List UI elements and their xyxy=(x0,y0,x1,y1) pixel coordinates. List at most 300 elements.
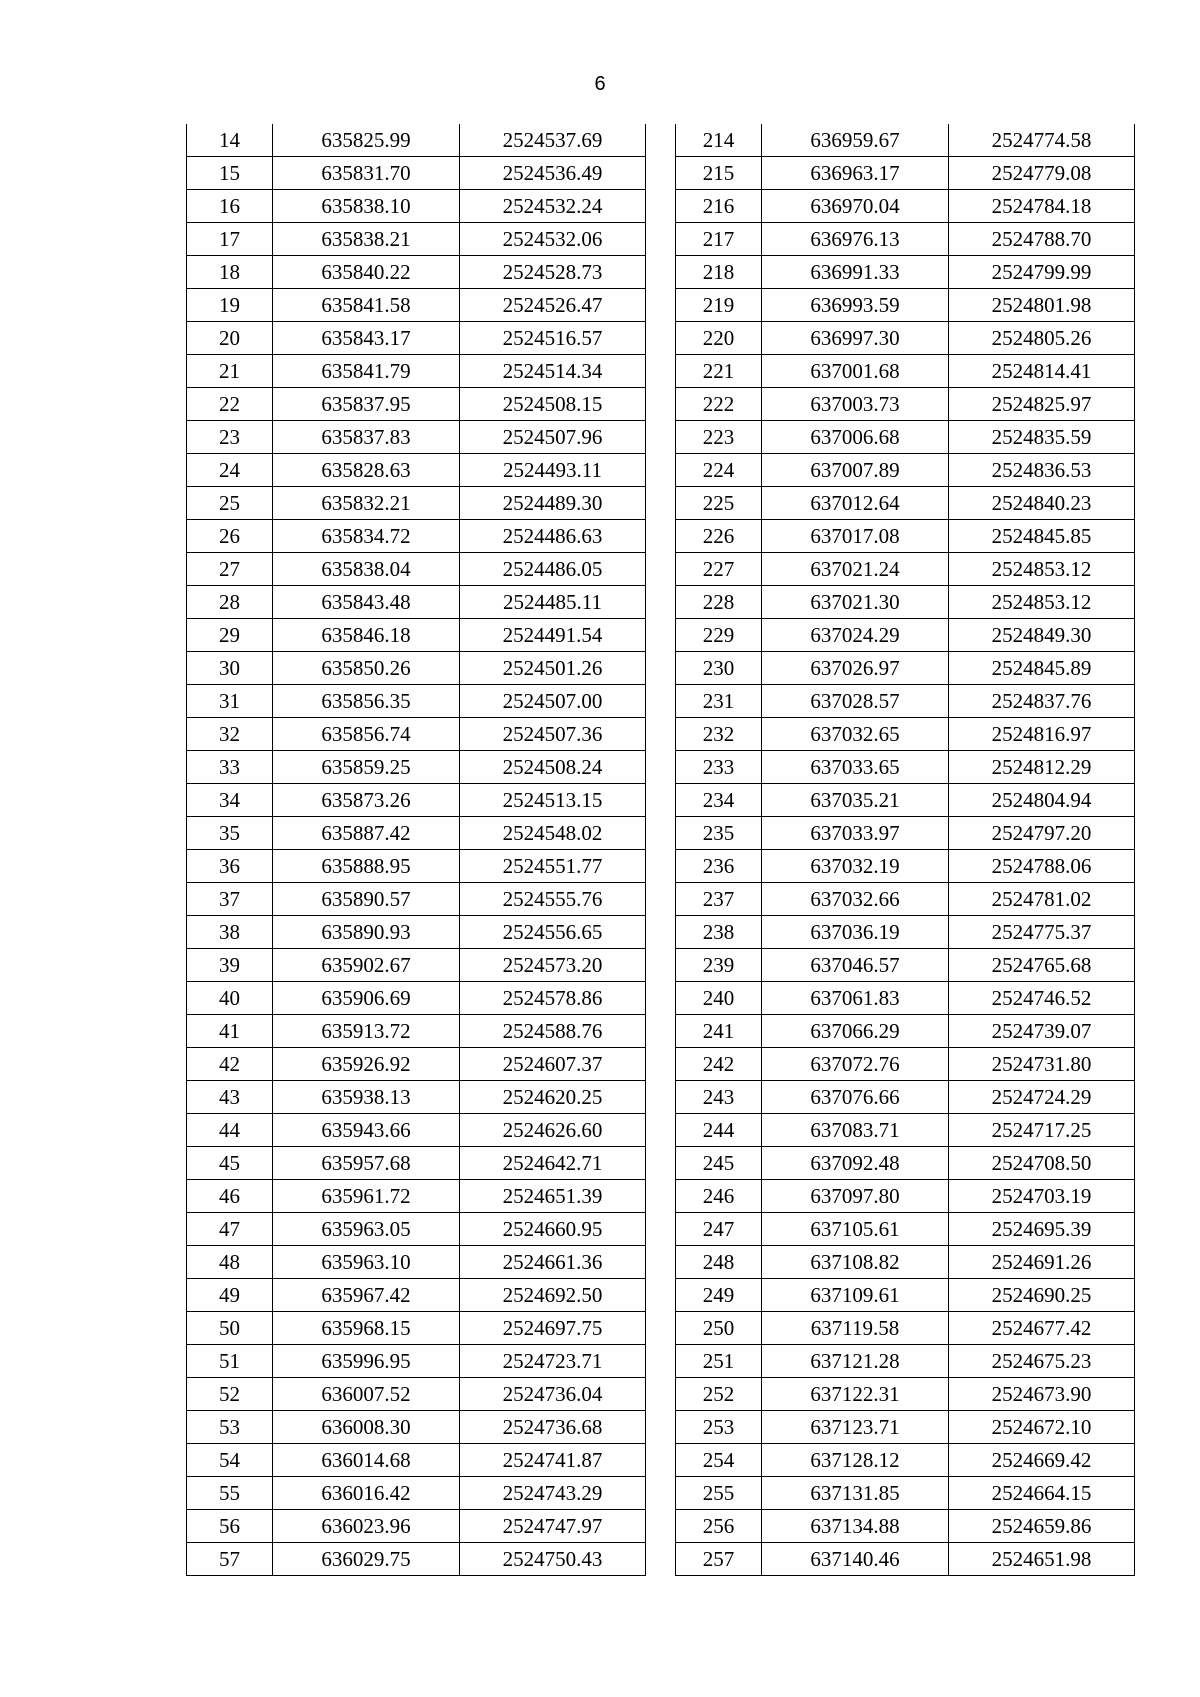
x-coordinate-cell: 636976.13 xyxy=(762,223,949,256)
point-number-cell: 43 xyxy=(187,1081,273,1114)
x-coordinate-cell: 635846.18 xyxy=(273,619,460,652)
point-number-cell: 245 xyxy=(676,1147,762,1180)
table-row xyxy=(676,982,1135,1015)
point-number-cell: 22 xyxy=(187,388,273,421)
table-row xyxy=(676,355,1135,388)
point-number-cell: 40 xyxy=(187,982,273,1015)
x-coordinate-cell: 637131.85 xyxy=(762,1477,949,1510)
x-coordinate-cell: 635843.48 xyxy=(273,586,460,619)
x-coordinate-cell: 637134.88 xyxy=(762,1510,949,1543)
x-coordinate-cell: 636959.67 xyxy=(762,124,949,157)
y-coordinate-cell: 2524743.29 xyxy=(460,1477,646,1510)
y-coordinate-cell: 2524853.12 xyxy=(949,553,1135,586)
table-row xyxy=(676,1378,1135,1411)
x-coordinate-cell: 635831.70 xyxy=(273,157,460,190)
x-coordinate-cell: 637123.71 xyxy=(762,1411,949,1444)
x-coordinate-cell: 635887.42 xyxy=(273,817,460,850)
x-coordinate-cell: 636023.96 xyxy=(273,1510,460,1543)
x-coordinate-cell: 635834.72 xyxy=(273,520,460,553)
x-coordinate-cell: 637108.82 xyxy=(762,1246,949,1279)
x-coordinate-cell: 637012.64 xyxy=(762,487,949,520)
x-coordinate-cell: 635838.21 xyxy=(273,223,460,256)
point-number-cell: 249 xyxy=(676,1279,762,1312)
y-coordinate-cell: 2524673.90 xyxy=(949,1378,1135,1411)
x-coordinate-cell: 635890.57 xyxy=(273,883,460,916)
x-coordinate-cell: 636007.52 xyxy=(273,1378,460,1411)
point-number-cell: 27 xyxy=(187,553,273,586)
x-coordinate-cell: 637072.76 xyxy=(762,1048,949,1081)
y-coordinate-cell: 2524774.58 xyxy=(949,124,1135,157)
y-coordinate-cell: 2524548.02 xyxy=(460,817,646,850)
y-coordinate-cell: 2524620.25 xyxy=(460,1081,646,1114)
table-row xyxy=(187,1543,646,1576)
table-row xyxy=(187,223,646,256)
y-coordinate-cell: 2524692.50 xyxy=(460,1279,646,1312)
table-row xyxy=(676,487,1135,520)
point-number-cell: 257 xyxy=(676,1543,762,1576)
y-coordinate-cell: 2524551.77 xyxy=(460,850,646,883)
x-coordinate-cell: 637122.31 xyxy=(762,1378,949,1411)
table-row xyxy=(187,619,646,652)
table-row xyxy=(676,1411,1135,1444)
table-row xyxy=(676,1312,1135,1345)
x-coordinate-cell: 637028.57 xyxy=(762,685,949,718)
point-number-cell: 221 xyxy=(676,355,762,388)
x-coordinate-cell: 636993.59 xyxy=(762,289,949,322)
y-coordinate-cell: 2524507.36 xyxy=(460,718,646,751)
y-coordinate-cell: 2524695.39 xyxy=(949,1213,1135,1246)
point-number-cell: 227 xyxy=(676,553,762,586)
x-coordinate-cell: 635926.92 xyxy=(273,1048,460,1081)
y-coordinate-cell: 2524691.26 xyxy=(949,1246,1135,1279)
y-coordinate-cell: 2524642.71 xyxy=(460,1147,646,1180)
table-row xyxy=(187,949,646,982)
x-coordinate-cell: 637001.68 xyxy=(762,355,949,388)
point-number-cell: 37 xyxy=(187,883,273,916)
table-row xyxy=(187,784,646,817)
y-coordinate-cell: 2524556.65 xyxy=(460,916,646,949)
point-number-cell: 230 xyxy=(676,652,762,685)
y-coordinate-cell: 2524708.50 xyxy=(949,1147,1135,1180)
table-row xyxy=(676,124,1135,157)
x-coordinate-cell: 635996.95 xyxy=(273,1345,460,1378)
table-row xyxy=(187,718,646,751)
table-row xyxy=(676,454,1135,487)
table-row xyxy=(187,1081,646,1114)
y-coordinate-cell: 2524799.99 xyxy=(949,256,1135,289)
y-coordinate-cell: 2524626.60 xyxy=(460,1114,646,1147)
coordinate-table-left xyxy=(186,124,646,1576)
point-number-cell: 26 xyxy=(187,520,273,553)
point-number-cell: 233 xyxy=(676,751,762,784)
y-coordinate-cell: 2524508.24 xyxy=(460,751,646,784)
x-coordinate-cell: 636008.30 xyxy=(273,1411,460,1444)
point-number-cell: 52 xyxy=(187,1378,273,1411)
y-coordinate-cell: 2524853.12 xyxy=(949,586,1135,619)
point-number-cell: 18 xyxy=(187,256,273,289)
x-coordinate-cell: 637036.19 xyxy=(762,916,949,949)
table-row xyxy=(187,817,646,850)
table-row xyxy=(676,1213,1135,1246)
point-number-cell: 45 xyxy=(187,1147,273,1180)
table-row xyxy=(187,256,646,289)
y-coordinate-cell: 2524485.11 xyxy=(460,586,646,619)
point-number-cell: 256 xyxy=(676,1510,762,1543)
point-number-cell: 247 xyxy=(676,1213,762,1246)
table-row xyxy=(676,1345,1135,1378)
table-row xyxy=(187,883,646,916)
table-row xyxy=(187,322,646,355)
table-row xyxy=(187,1147,646,1180)
x-coordinate-cell: 637033.65 xyxy=(762,751,949,784)
table-row xyxy=(676,421,1135,454)
table-row xyxy=(187,1510,646,1543)
table-row xyxy=(187,1312,646,1345)
table-row xyxy=(676,586,1135,619)
y-coordinate-cell: 2524491.54 xyxy=(460,619,646,652)
point-number-cell: 220 xyxy=(676,322,762,355)
x-coordinate-cell: 637035.21 xyxy=(762,784,949,817)
table-row xyxy=(187,124,646,157)
y-coordinate-cell: 2524528.73 xyxy=(460,256,646,289)
y-coordinate-cell: 2524690.25 xyxy=(949,1279,1135,1312)
table-row xyxy=(676,784,1135,817)
x-coordinate-cell: 635850.26 xyxy=(273,652,460,685)
x-coordinate-cell: 637128.12 xyxy=(762,1444,949,1477)
x-coordinate-cell: 635913.72 xyxy=(273,1015,460,1048)
y-coordinate-cell: 2524765.68 xyxy=(949,949,1135,982)
x-coordinate-cell: 635968.15 xyxy=(273,1312,460,1345)
point-number-cell: 238 xyxy=(676,916,762,949)
y-coordinate-cell: 2524672.10 xyxy=(949,1411,1135,1444)
table-row xyxy=(187,1411,646,1444)
y-coordinate-cell: 2524675.23 xyxy=(949,1345,1135,1378)
x-coordinate-cell: 637076.66 xyxy=(762,1081,949,1114)
table-row xyxy=(676,1477,1135,1510)
table-row xyxy=(676,1246,1135,1279)
table-row xyxy=(187,982,646,1015)
x-coordinate-cell: 635843.17 xyxy=(273,322,460,355)
table-row xyxy=(676,1147,1135,1180)
table-row xyxy=(187,157,646,190)
table-row xyxy=(676,322,1135,355)
y-coordinate-cell: 2524812.29 xyxy=(949,751,1135,784)
table-row xyxy=(187,916,646,949)
table-row xyxy=(676,949,1135,982)
x-coordinate-cell: 635838.04 xyxy=(273,553,460,586)
point-number-cell: 215 xyxy=(676,157,762,190)
x-coordinate-cell: 637105.61 xyxy=(762,1213,949,1246)
point-number-cell: 47 xyxy=(187,1213,273,1246)
x-coordinate-cell: 637017.08 xyxy=(762,520,949,553)
table-row xyxy=(187,1246,646,1279)
y-coordinate-cell: 2524555.76 xyxy=(460,883,646,916)
x-coordinate-cell: 635841.79 xyxy=(273,355,460,388)
y-coordinate-cell: 2524507.96 xyxy=(460,421,646,454)
y-coordinate-cell: 2524779.08 xyxy=(949,157,1135,190)
table-row xyxy=(187,586,646,619)
point-number-cell: 229 xyxy=(676,619,762,652)
x-coordinate-cell: 636029.75 xyxy=(273,1543,460,1576)
y-coordinate-cell: 2524532.24 xyxy=(460,190,646,223)
point-number-cell: 48 xyxy=(187,1246,273,1279)
x-coordinate-cell: 637092.48 xyxy=(762,1147,949,1180)
table-row xyxy=(676,1114,1135,1147)
x-coordinate-cell: 635841.58 xyxy=(273,289,460,322)
x-coordinate-cell: 637109.61 xyxy=(762,1279,949,1312)
y-coordinate-cell: 2524516.57 xyxy=(460,322,646,355)
y-coordinate-cell: 2524775.37 xyxy=(949,916,1135,949)
point-number-cell: 232 xyxy=(676,718,762,751)
point-number-cell: 254 xyxy=(676,1444,762,1477)
x-coordinate-cell: 637032.65 xyxy=(762,718,949,751)
y-coordinate-cell: 2524486.05 xyxy=(460,553,646,586)
y-coordinate-cell: 2524816.97 xyxy=(949,718,1135,751)
x-coordinate-cell: 635967.42 xyxy=(273,1279,460,1312)
y-coordinate-cell: 2524537.69 xyxy=(460,124,646,157)
x-coordinate-cell: 635856.35 xyxy=(273,685,460,718)
x-coordinate-cell: 637033.97 xyxy=(762,817,949,850)
x-coordinate-cell: 636991.33 xyxy=(762,256,949,289)
y-coordinate-cell: 2524661.36 xyxy=(460,1246,646,1279)
y-coordinate-cell: 2524784.18 xyxy=(949,190,1135,223)
table-row xyxy=(187,652,646,685)
point-number-cell: 19 xyxy=(187,289,273,322)
y-coordinate-cell: 2524840.23 xyxy=(949,487,1135,520)
table-row xyxy=(676,1543,1135,1576)
x-coordinate-cell: 635938.13 xyxy=(273,1081,460,1114)
x-coordinate-cell: 635961.72 xyxy=(273,1180,460,1213)
table-row xyxy=(676,157,1135,190)
point-number-cell: 51 xyxy=(187,1345,273,1378)
x-coordinate-cell: 637121.28 xyxy=(762,1345,949,1378)
y-coordinate-cell: 2524788.70 xyxy=(949,223,1135,256)
table-row xyxy=(187,289,646,322)
x-coordinate-cell: 636997.30 xyxy=(762,322,949,355)
y-coordinate-cell: 2524750.43 xyxy=(460,1543,646,1576)
x-coordinate-cell: 637024.29 xyxy=(762,619,949,652)
point-number-cell: 38 xyxy=(187,916,273,949)
table-row xyxy=(676,256,1135,289)
point-number-cell: 244 xyxy=(676,1114,762,1147)
table-row xyxy=(676,850,1135,883)
y-coordinate-cell: 2524781.02 xyxy=(949,883,1135,916)
x-coordinate-cell: 635873.26 xyxy=(273,784,460,817)
y-coordinate-cell: 2524746.52 xyxy=(949,982,1135,1015)
table-row xyxy=(676,652,1135,685)
point-number-cell: 237 xyxy=(676,883,762,916)
point-number-cell: 56 xyxy=(187,1510,273,1543)
x-coordinate-cell: 635963.05 xyxy=(273,1213,460,1246)
y-coordinate-cell: 2524739.07 xyxy=(949,1015,1135,1048)
table-row xyxy=(676,190,1135,223)
table-row xyxy=(187,1213,646,1246)
point-number-cell: 236 xyxy=(676,850,762,883)
y-coordinate-cell: 2524835.59 xyxy=(949,421,1135,454)
x-coordinate-cell: 637119.58 xyxy=(762,1312,949,1345)
table-row xyxy=(676,520,1135,553)
point-number-cell: 41 xyxy=(187,1015,273,1048)
x-coordinate-cell: 637083.71 xyxy=(762,1114,949,1147)
y-coordinate-cell: 2524573.20 xyxy=(460,949,646,982)
table-row xyxy=(187,1477,646,1510)
table-row xyxy=(676,1180,1135,1213)
x-coordinate-cell: 635856.74 xyxy=(273,718,460,751)
y-coordinate-cell: 2524651.39 xyxy=(460,1180,646,1213)
point-number-cell: 42 xyxy=(187,1048,273,1081)
table-row xyxy=(187,1345,646,1378)
x-coordinate-cell: 635943.66 xyxy=(273,1114,460,1147)
x-coordinate-cell: 636016.42 xyxy=(273,1477,460,1510)
x-coordinate-cell: 635837.95 xyxy=(273,388,460,421)
point-number-cell: 240 xyxy=(676,982,762,1015)
table-row xyxy=(187,1444,646,1477)
table-row xyxy=(187,1015,646,1048)
y-coordinate-cell: 2524677.42 xyxy=(949,1312,1135,1345)
x-coordinate-cell: 637006.68 xyxy=(762,421,949,454)
y-coordinate-cell: 2524651.98 xyxy=(949,1543,1135,1576)
table-row xyxy=(676,619,1135,652)
x-coordinate-cell: 635902.67 xyxy=(273,949,460,982)
x-coordinate-cell: 635840.22 xyxy=(273,256,460,289)
x-coordinate-cell: 637032.19 xyxy=(762,850,949,883)
y-coordinate-cell: 2524508.15 xyxy=(460,388,646,421)
y-coordinate-cell: 2524507.00 xyxy=(460,685,646,718)
y-coordinate-cell: 2524532.06 xyxy=(460,223,646,256)
point-number-cell: 14 xyxy=(187,124,273,157)
y-coordinate-cell: 2524578.86 xyxy=(460,982,646,1015)
point-number-cell: 255 xyxy=(676,1477,762,1510)
point-number-cell: 15 xyxy=(187,157,273,190)
table-row xyxy=(187,553,646,586)
y-coordinate-cell: 2524514.34 xyxy=(460,355,646,388)
point-number-cell: 32 xyxy=(187,718,273,751)
point-number-cell: 46 xyxy=(187,1180,273,1213)
table-row xyxy=(187,1378,646,1411)
y-coordinate-cell: 2524588.76 xyxy=(460,1015,646,1048)
point-number-cell: 214 xyxy=(676,124,762,157)
table-row xyxy=(187,1279,646,1312)
y-coordinate-cell: 2524801.98 xyxy=(949,289,1135,322)
table-row xyxy=(187,487,646,520)
y-coordinate-cell: 2524797.20 xyxy=(949,817,1135,850)
y-coordinate-cell: 2524607.37 xyxy=(460,1048,646,1081)
coordinate-table-right xyxy=(675,124,1135,1576)
y-coordinate-cell: 2524849.30 xyxy=(949,619,1135,652)
y-coordinate-cell: 2524825.97 xyxy=(949,388,1135,421)
y-coordinate-cell: 2524837.76 xyxy=(949,685,1135,718)
table-row xyxy=(187,190,646,223)
y-coordinate-cell: 2524513.15 xyxy=(460,784,646,817)
point-number-cell: 36 xyxy=(187,850,273,883)
x-coordinate-cell: 637007.89 xyxy=(762,454,949,487)
x-coordinate-cell: 635832.21 xyxy=(273,487,460,520)
y-coordinate-cell: 2524731.80 xyxy=(949,1048,1135,1081)
point-number-cell: 20 xyxy=(187,322,273,355)
y-coordinate-cell: 2524493.11 xyxy=(460,454,646,487)
y-coordinate-cell: 2524836.53 xyxy=(949,454,1135,487)
point-number-cell: 253 xyxy=(676,1411,762,1444)
y-coordinate-cell: 2524736.68 xyxy=(460,1411,646,1444)
table-row xyxy=(676,1444,1135,1477)
point-number-cell: 239 xyxy=(676,949,762,982)
x-coordinate-cell: 635837.83 xyxy=(273,421,460,454)
x-coordinate-cell: 635825.99 xyxy=(273,124,460,157)
y-coordinate-cell: 2524845.89 xyxy=(949,652,1135,685)
x-coordinate-cell: 637003.73 xyxy=(762,388,949,421)
point-number-cell: 23 xyxy=(187,421,273,454)
table-row xyxy=(676,718,1135,751)
table-row xyxy=(676,685,1135,718)
y-coordinate-cell: 2524845.85 xyxy=(949,520,1135,553)
y-coordinate-cell: 2524724.29 xyxy=(949,1081,1135,1114)
table-row xyxy=(676,1081,1135,1114)
point-number-cell: 252 xyxy=(676,1378,762,1411)
point-number-cell: 50 xyxy=(187,1312,273,1345)
x-coordinate-cell: 635963.10 xyxy=(273,1246,460,1279)
point-number-cell: 217 xyxy=(676,223,762,256)
point-number-cell: 224 xyxy=(676,454,762,487)
point-number-cell: 251 xyxy=(676,1345,762,1378)
table-row xyxy=(676,916,1135,949)
x-coordinate-cell: 637032.66 xyxy=(762,883,949,916)
point-number-cell: 241 xyxy=(676,1015,762,1048)
table-row xyxy=(187,1048,646,1081)
table-row xyxy=(187,520,646,553)
point-number-cell: 35 xyxy=(187,817,273,850)
x-coordinate-cell: 637026.97 xyxy=(762,652,949,685)
table-row xyxy=(676,817,1135,850)
table-row xyxy=(676,751,1135,784)
y-coordinate-cell: 2524536.49 xyxy=(460,157,646,190)
table-row xyxy=(676,553,1135,586)
y-coordinate-cell: 2524717.25 xyxy=(949,1114,1135,1147)
point-number-cell: 223 xyxy=(676,421,762,454)
point-number-cell: 57 xyxy=(187,1543,273,1576)
point-number-cell: 24 xyxy=(187,454,273,487)
point-number-cell: 225 xyxy=(676,487,762,520)
table-row xyxy=(187,388,646,421)
point-number-cell: 31 xyxy=(187,685,273,718)
x-coordinate-cell: 635906.69 xyxy=(273,982,460,1015)
point-number-cell: 28 xyxy=(187,586,273,619)
point-number-cell: 242 xyxy=(676,1048,762,1081)
y-coordinate-cell: 2524747.97 xyxy=(460,1510,646,1543)
table-row xyxy=(187,751,646,784)
point-number-cell: 250 xyxy=(676,1312,762,1345)
point-number-cell: 222 xyxy=(676,388,762,421)
page-number: 6 xyxy=(594,73,606,95)
y-coordinate-cell: 2524486.63 xyxy=(460,520,646,553)
x-coordinate-cell: 637097.80 xyxy=(762,1180,949,1213)
x-coordinate-cell: 635890.93 xyxy=(273,916,460,949)
table-row xyxy=(187,421,646,454)
y-coordinate-cell: 2524660.95 xyxy=(460,1213,646,1246)
point-number-cell: 44 xyxy=(187,1114,273,1147)
x-coordinate-cell: 637061.83 xyxy=(762,982,949,1015)
point-number-cell: 16 xyxy=(187,190,273,223)
point-number-cell: 54 xyxy=(187,1444,273,1477)
table-row xyxy=(676,1279,1135,1312)
point-number-cell: 228 xyxy=(676,586,762,619)
point-number-cell: 218 xyxy=(676,256,762,289)
table-row xyxy=(187,355,646,388)
x-coordinate-cell: 636014.68 xyxy=(273,1444,460,1477)
point-number-cell: 29 xyxy=(187,619,273,652)
point-number-cell: 246 xyxy=(676,1180,762,1213)
table-row xyxy=(676,1510,1135,1543)
point-number-cell: 33 xyxy=(187,751,273,784)
